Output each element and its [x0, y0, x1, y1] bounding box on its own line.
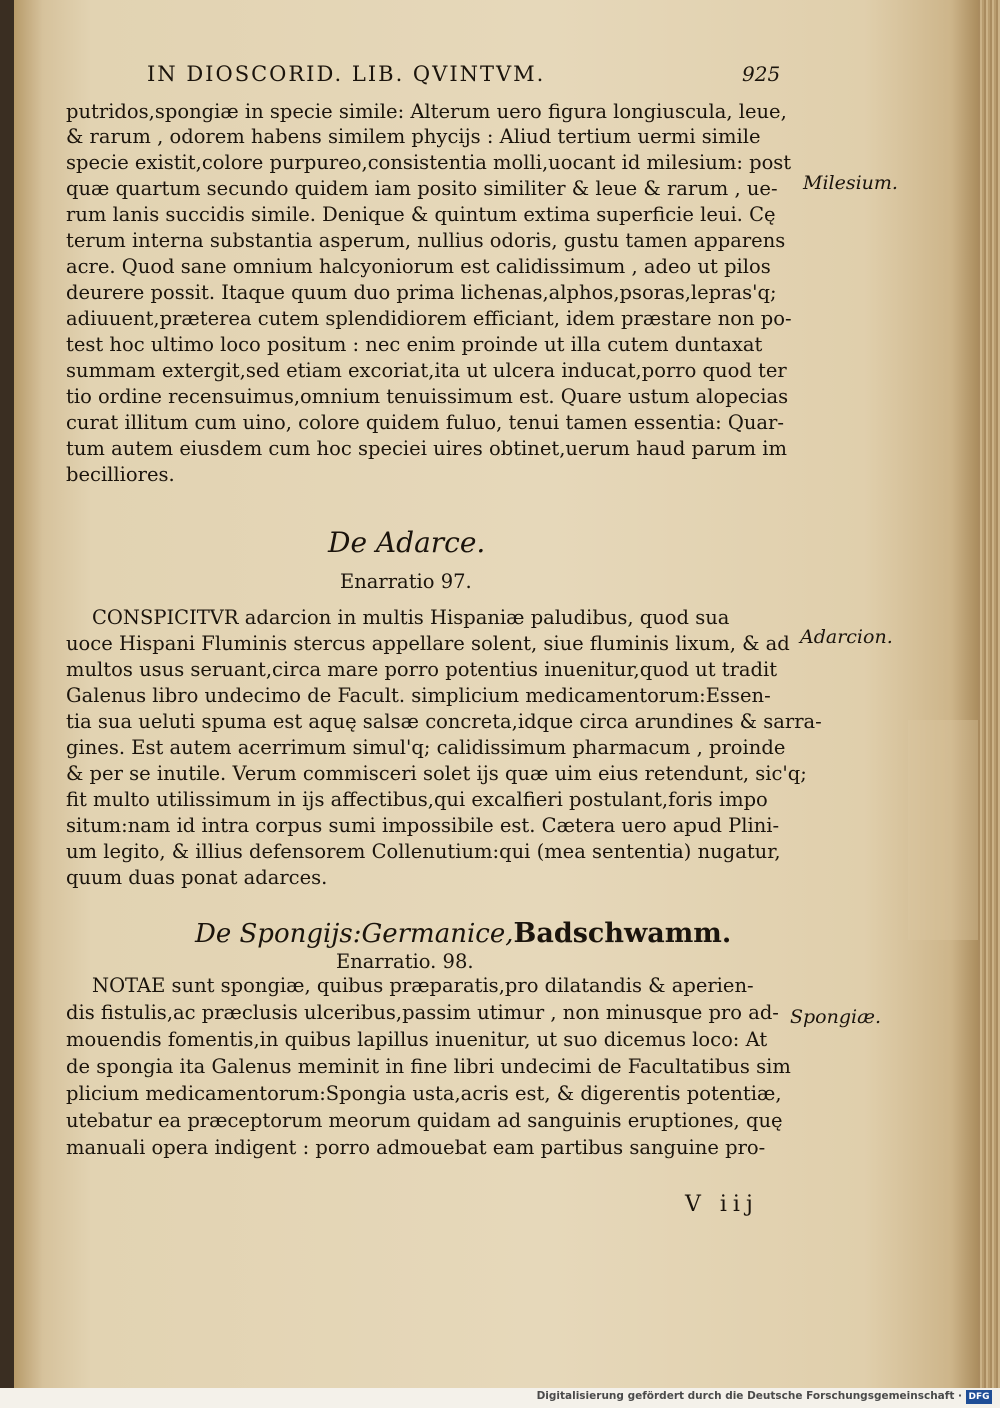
text-block-spongiae	[0, 974, 800, 1169]
margin-note-milesium: Milesium.	[803, 172, 898, 194]
text-line: NOTAE sunt spongiæ, quibus præparatis,pro dilatandis & aperien-	[92, 974, 754, 997]
text-line: rum lanis succidis simile. Denique & quintum extima superficie leui. Cę	[66, 203, 776, 226]
paper-stain	[908, 720, 988, 940]
footer-credit: Digitalisierung gefördert durch die Deutsche Forschungsgemeinschaft ·	[536, 1390, 962, 1402]
text-line: terum interna substantia asperum, nullius odoris, gustu tamen apparens	[66, 229, 786, 252]
text-line: putridos,spongiæ in specie simile: Alterum uero figura longiuscula, leue,	[66, 100, 787, 123]
text-line: adiuuent,præterea cutem splendidiorem efficiant, idem præstare non po-	[66, 307, 792, 330]
text-line: fit multo utilissimum in ijs affectibus,qui excalfieri postulant,foris impo	[66, 788, 768, 811]
text-block-adarce	[0, 606, 822, 906]
margin-note-spongiae: Spongiæ.	[790, 1006, 881, 1028]
text-line: curat illitum cum uino, colore quidem fuluo, tenui tamen essentia: Quar-	[66, 411, 784, 434]
text-line: Galenus libro undecimo de Facult. simplicium medicamentorum:Essen-	[66, 684, 771, 707]
text-line: situm:nam id intra corpus sumi impossibile est. Cætera uero apud Plini-	[66, 814, 780, 837]
enarratio-label: Enarratio 97.	[340, 570, 472, 593]
text-line: manuali opera indigent : porro admouebat eam partibus sanguine pro-	[66, 1136, 766, 1159]
text-line: tia sua ueluti spuma est aquę salsæ concreta,idque circa arundines & sarra-	[66, 710, 822, 733]
text-line: utebatur ea præceptorum meorum quidam ad sanguinis eruptiones, quę	[66, 1109, 783, 1132]
text-line: deurere possit. Itaque quum duo prima lichenas,alphos,psoras,lepras'q;	[66, 281, 777, 304]
text-line: & per se inutile. Verum commisceri solet ijs quæ uim eius retendunt, sic'q;	[66, 762, 807, 785]
text-line: specie existit,colore purpureo,consistentia molli,uocant id milesium: post	[66, 151, 792, 174]
text-line: quum duas ponat adarces.	[66, 866, 328, 889]
section-heading-adarce: De Adarce.	[328, 526, 486, 559]
text-line: quæ quartum secundo quidem iam posito similiter & leue & rarum , ue-	[66, 177, 778, 200]
dfg-logo[interactable]: DFG	[966, 1390, 992, 1404]
heading-latin: De Spongijs:Germanice,	[195, 919, 514, 949]
text-line: um legito, & illius defensorem Collenutium:qui (mea sententia) nugatur,	[66, 840, 781, 863]
text-line: acre. Quod sane omnium halcyoniorum est calidissimum , adeo ut pilos	[66, 255, 771, 278]
text-line: CONSPICITVR adarcion in multis Hispaniæ paludibus, quod sua	[92, 606, 730, 629]
text-line: mouendis fomentis,in quibus lapillus inuenitur, ut suo dicemus loco: At	[66, 1028, 768, 1051]
page-header	[0, 62, 1000, 92]
text-line: summam extergit,sed etiam excoriat,ita ut ulcera inducat,porro quod ter	[66, 359, 787, 382]
text-line: tio ordine recensuimus,omnium tenuissimum est. Quare ustum alopecias	[66, 385, 789, 408]
enarratio-label: Enarratio. 98.	[336, 950, 474, 973]
section-heading-spongijs	[195, 918, 731, 949]
text-block-halcyonium	[0, 100, 800, 520]
page-number: 925	[742, 62, 781, 86]
text-line: & rarum , odorem habens similem phycijs : Aliud tertium uermi simile	[66, 125, 761, 148]
text-line: becilliores.	[66, 463, 175, 486]
text-line: uoce Hispani Fluminis stercus appellare solent, siue fluminis lixum, & ad	[66, 632, 790, 655]
running-head: IN DIOSCORID. LIB. QVINTVM.	[147, 62, 546, 86]
text-line: gines. Est autem acerrimum simul'q; calidissimum pharmacum , proinde	[66, 736, 786, 759]
text-line: tum autem eiusdem cum hoc speciei uires obtinet,uerum haud parum im	[66, 437, 787, 460]
text-line: multos usus seruant,circa mare porro potentius inuenitur,quod ut tradit	[66, 658, 778, 681]
footer-bar	[0, 1388, 1000, 1408]
text-line: plicium medicamentorum:Spongia usta,acris est, & digerentis potentiæ,	[66, 1082, 782, 1105]
text-line: test hoc ultimo loco positum : nec enim proinde ut illa cutem duntaxat	[66, 333, 763, 356]
margin-note-adarcion: Adarcion.	[800, 626, 893, 648]
signature-mark: V iij	[685, 1192, 759, 1217]
text-line: dis fistulis,ac præclusis ulceribus,passim utimur , non minusque pro ad-	[66, 1001, 779, 1024]
heading-german: Badschwamm.	[513, 918, 732, 949]
book-fore-edge	[978, 0, 1000, 1388]
text-line: de spongia ita Galenus meminit in fine libri undecimi de Facultatibus sim	[66, 1055, 791, 1078]
